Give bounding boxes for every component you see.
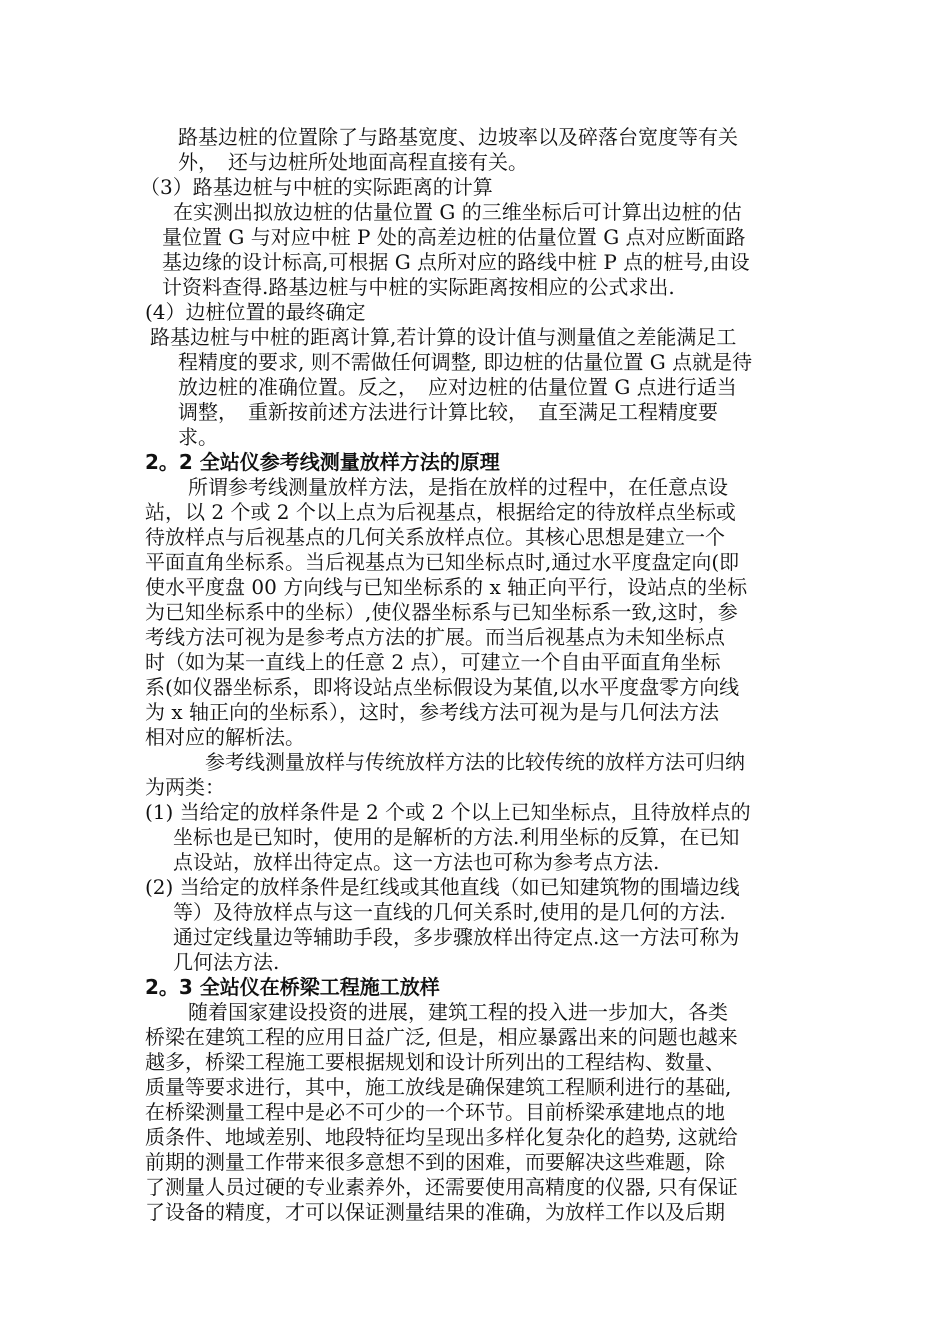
- subheading-4: (4）边桩位置的最终确定: [145, 300, 366, 324]
- list-item-2: (2) 当给定的放样条件是红线或其他直线（如已知建筑物的围墙边线 等）及待放样点与这一直线的几何关系时,使用的是几何的方法. 通过定线量边等辅助手段，多步骤放样出待定点.这一方法可称为 几何法方法.: [145, 875, 740, 974]
- subheading-3: （3）路基边桩与中桩的实际距离的计算: [140, 175, 493, 199]
- section-heading-2-3: 2。3 全站仪在桥梁工程施工放样: [145, 975, 440, 999]
- paragraph-distance-calc: 在实测出拟放边桩的估量位置 G 的三维坐标后可计算出边桩的估 量位置 G 与对应中桩 P 处的高差边桩的估量位置 G 点对应断面路 基边缘的设计标高,可根据 G 点所对应的路线中桩 P 点的桩号,由设 计资料查得.路基边桩与中桩的实际距离按相应的公式求出.: [162, 200, 750, 299]
- paragraph-method-comparison: 参考线测量放样与传统放样方法的比较传统的放样方法可归纳 为两类：: [145, 750, 745, 799]
- list-item-1: (1) 当给定的放样条件是 2 个或 2 个以上已知坐标点，且待放样点的 坐标也是已知时，使用的是解析的方法.利用坐标的反算，在已知 点设站，放样出待定点。这一方法也可称为参考点方法.: [145, 800, 751, 874]
- paragraph-bridge-construction: 随着国家建设投资的进展，建筑工程的投入进一步加大，各类 桥梁在建筑工程的应用日益广泛, 但是，相应暴露出来的问题也越来 越多，桥梁工程施工要根据规划和设计所列出的工程结构、数量、 质量等要求进行，其中，施工放线是确保建筑工程顺利进行的基础, 在桥梁测量工程中是必不可少的一个环节。目前桥梁承建地点的地 质条件、地域差别、地段特征均呈现出多样化复杂化的趋势, 这就给 前期的测量工作带来很多意想不到的困难，而要解决这些难题，除 了测量人员过硬的专业素养外，还需要使用高精度的仪器, 只有保证 了设备的精度，才可以保证测量结果的准确，为放样工作以及后期: [145, 1000, 738, 1224]
- section-heading-2-2: 2。2 全站仪参考线测量放样方法的原理: [145, 450, 500, 474]
- paragraph-sideslope-position: 路基边桩的位置除了与路基宽度、边坡率以及碎落台宽度等有关 外， 还与边桩所处地面高程直接有关。: [178, 125, 738, 174]
- paragraph-reference-line-principle: 所谓参考线测量放样方法，是指在放样的过程中，在任意点设 站，以 2 个或 2 个以上点为后视基点，根据给定的待放样点坐标或 待放样点与后视基点的几何关系放样点位。其核心思想是建立一个 平面直角坐标系。当后视基点为已知坐标点时,通过水平度盘定向(即 使水平度盘 00 方向线与已知坐标系的 x 轴正向平行，设站点的坐标 为已知坐标系中的坐标）,使仪器坐标系与已知坐标系一致,这时，参 考线方法可视为是参考点方法的扩展。而当后视基点为未知坐标点 时（如为某一直线上的任意 2 点），可建立一个自由平面直角坐标 系(如仪器坐标系，即将设站点坐标假设为某值,以水平度盘零方向线 为 x 轴正向的坐标系），这时，参考线方法可视为是与几何法方法 相对应的解析法。: [145, 475, 748, 749]
- paragraph-final-position: 路基边桩与中桩的距离计算,若计算的设计值与测量值之差能满足工 程精度的要求, 则不需做任何调整, 即边桩的估量位置 G 点就是待 放边桩的准确位置。反之， 应对边桩的估量位置 G 点进行适当 调整， 重新按前述方法进行计算比较， 直至满足工程精度要 求。: [150, 325, 753, 449]
